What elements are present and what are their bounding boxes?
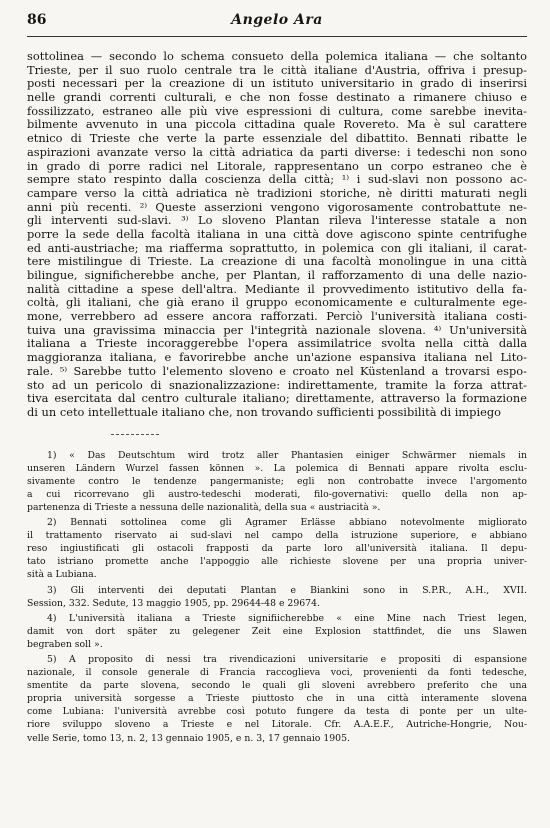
text-line: sempre stato respinto dalla coscienza della città; ¹⁾ i sud-slavi non possono ac- [27, 173, 527, 187]
book-page [27, 12, 527, 745]
footnote-line: velle Serie, tomo 13, n. 2, 13 gennaio 1905, e n. 3, 17 gennaio 1905. [27, 732, 350, 744]
text-line: coltà, gli italiani, che già erano il gruppo economicamente e culturalmente ege- [27, 296, 527, 310]
footnote-line: 5) A proposito di nessi tra rivendicazioni universitarie e propositi di espansione [47, 653, 527, 665]
text-line: tere mistilingue di Trieste. La creazione di una facoltà monolingue in una città [27, 255, 527, 269]
text-line: mone, verrebbero ad essere ancora rafforzati. Perciò l'università italiana costi- [27, 310, 527, 324]
footnote-line: unseren Ländern Wurzel fassen können ». La polemica di Bennati appare rivolta esclu- [27, 462, 527, 474]
text-line: tiva esercitata dal centro culturale italiano; direttamente, attraverso la formazione [27, 392, 527, 406]
text-line: sto ad un pericolo di snazionalizzazione: indirettamente, tramite la forza attrat- [27, 378, 527, 392]
footnote-3 [27, 584, 527, 610]
text-line: bilmente avvenuto in una piccola cittadina quale Rovereto. Ma è sul carattere [27, 118, 527, 132]
footnote-line: sità a Lubiana. [27, 569, 97, 581]
text-line: italiana a Trieste incoraggerebbe l'opera assimilatrice svolta nella città dalla [27, 337, 527, 351]
footnote-line: partenenza di Trieste a nessuna delle nazionalità, della sua « austriacità ». [27, 501, 381, 513]
text-line: campare verso la città adriatica nè tradizioni storiche, nè diritti maturati negli [27, 186, 527, 200]
footnote-line: smentite da parte slovena, secondo le quali gli sloveni avrebbero preferito che una [27, 680, 527, 692]
footnote-line: reso ingiustificati gli ostacoli frapposti da parte loro all'università italiana. Il depu- [27, 543, 527, 555]
footnote-line: riore sviluppo sloveno a Trieste e nel Litorale. Cfr. A.A.E.F., Autriche-Hongrie, Nou- [27, 719, 527, 731]
text-line: anni più recenti. ²⁾ Queste asserzioni vengono vigorosamente controbattute ne- [27, 200, 527, 214]
text-line: fossilizzato, estraneo alle più vive espressioni di cultura, come sarebbe inevita- [27, 104, 527, 118]
text-line: posti necessari per la creazione di un istituto universitario in grado di inserirsi [27, 77, 527, 91]
footnote-line: damit von dort später zu gelegener Zeit eine Explosion stattfindet, die uns Slawen [27, 625, 527, 637]
footnote-line: Session, 332. Sedute, 13 maggio 1905, pp. 29644-48 e 29674. [27, 597, 320, 609]
footnote-line: begraben soll ». [27, 638, 103, 650]
text-line: gli interventi sud-slavi. ³⁾ Lo sloveno Plantan rileva l'interesse statale a non [27, 214, 527, 228]
text-line: sottolinea — secondo lo schema consueto della polemica italiana — che soltanto [27, 50, 527, 63]
body-text [27, 50, 527, 420]
footnotes [27, 449, 527, 745]
footnote-line: 4) L'università italiana a Trieste signifiicherebbe « eine Mine nach Triest legen, [47, 612, 527, 624]
footnote-line: 2) Bennati sottolinea come gli Agramer Erlässe abbiano notevolmente migliorato [47, 517, 527, 529]
page-number: 86 [27, 12, 47, 28]
footnote-line: tato istriano promette anche l'appoggio alle richieste slovene per una propria univer- [27, 556, 527, 568]
footnote-line: sivamente contro le tendenze pangermaniste; egli non controbatte invece l'argomento [27, 475, 527, 487]
text-line: Trieste, per il suo ruolo centrale tra le città italiane d'Austria, offriva i presup- [27, 63, 527, 77]
text-line: nelle grandi correnti culturali, e che non fosse destinato a rimanere chiuso e [27, 91, 527, 105]
text-line: etnico di Trieste che verte la parte essenziale del dibattito. Bennati ribatte le [27, 132, 527, 146]
text-line: porre la sede della facoltà italiana in una città dove agiscono spinte centrifughe [27, 227, 527, 241]
page-header [27, 12, 527, 30]
text-line: maggioranza italiana, e favorirebbe anche un'azione espansiva italiana nel Lito- [27, 351, 527, 365]
footnote-4 [27, 612, 527, 651]
footnote-line: propria università sorgesse a Trieste piuttosto che in una città interamente slovena [27, 693, 527, 705]
footnote-line: il trattamento riservato ai sud-slavi nel campo della istruzione superiore, e abbiano [27, 530, 527, 542]
text-line: aspirazioni avanzate verso la città adriatica da parti diverse: i tedeschi non sono [27, 145, 527, 159]
footnote-line: come Lubiana: l'università avrebbe così potuto fungere da testa di ponte per un ulte- [27, 706, 527, 718]
footnote-line: 1) « Das Deutschtum wird trotz aller Phantasien einiger Schwärmer niemals in [47, 449, 527, 461]
footnote-2 [27, 516, 527, 581]
header-rule [27, 36, 527, 37]
text-line: tuiva una gravissima minaccia per l'integrità nazionale slovena. ⁴⁾ Un'università [27, 323, 527, 337]
footnote-line: nazionale, il console generale di Francia raccoglieva voci, provenienti da fonti tedesche, [27, 667, 527, 679]
text-line: bilingue, significherebbe anche, per Plantan, il rafforzamento di una delle nazio- [27, 269, 527, 282]
text-line: di un ceto intellettuale italiano che, non trovando sufficienti possibilità di impiego [27, 405, 501, 419]
footnote-1 [27, 449, 527, 514]
text-line: nalità cittadine a spese dell'altra. Mediante il provvedimento istitutivo della fa- [27, 282, 527, 296]
text-line: rale. ⁵⁾ Sarebbe tutto l'elemento sloveno e croato nel Küstenland a trovarsi espo- [27, 364, 527, 378]
footnote-line: 3) Gli interventi dei deputati Plantan e Biankini sono in S.P.R., A.H., XVII. [47, 584, 527, 596]
footnote-line: a cui ricorrevano gli austro-tedeschi moderati, filo-governativi: quello della non ap- [27, 488, 527, 500]
running-title: Angelo Ara [231, 12, 323, 28]
footnote-5 [27, 653, 527, 745]
footnote-separator [111, 434, 159, 435]
text-line: ed anti-austriache; ma riafferma soprattutto, in polemica con gli italiani, il carat- [27, 241, 527, 255]
text-line: in grado di porre radici nel Litorale, rappresentano un corpo estraneo che è [27, 159, 527, 173]
